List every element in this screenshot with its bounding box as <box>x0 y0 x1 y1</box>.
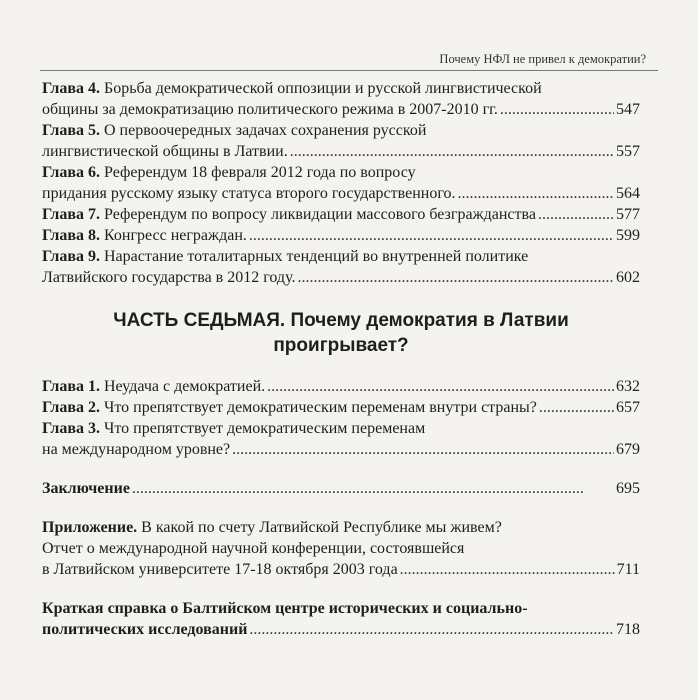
page-number: 679 <box>616 441 640 458</box>
table-of-contents <box>42 78 640 640</box>
page-number: 718 <box>616 621 640 638</box>
chapter-label: Глава 4. <box>42 80 100 97</box>
toc-entry <box>42 246 640 288</box>
part-heading-line: проигрывает? <box>273 335 409 356</box>
chapter-title: Что препятствует демократическим переменам внутри страны? <box>104 399 537 416</box>
page-number: 564 <box>616 185 640 202</box>
toc-entry-conclusion <box>42 478 640 499</box>
leader-dots <box>267 376 614 397</box>
part-heading-line: ЧАСТЬ СЕДЬМАЯ. Почему демократия в Латвии <box>113 310 569 331</box>
leader-dots <box>232 439 614 460</box>
part-heading <box>42 308 640 358</box>
chapter-title: на международном уровне? <box>42 441 231 458</box>
page-number: 602 <box>616 269 640 286</box>
toc-entry <box>42 78 640 120</box>
chapter-label: Глава 8. <box>42 227 100 244</box>
chapter-label: Глава 7. <box>42 206 100 223</box>
chapter-label: Глава 2. <box>42 399 100 416</box>
page-number: 577 <box>616 206 640 223</box>
chapter-title: Конгресс неграждан. <box>104 227 247 244</box>
chapter-title: Что препятствует демократическим переменам <box>104 420 426 437</box>
section-label: Приложение. <box>42 519 138 536</box>
leader-dots <box>500 99 614 120</box>
chapter-title: придания русскому языку статуса второго государственного. <box>42 185 456 202</box>
section-title: в Латвийском университете 17-18 октября 2003 года <box>42 561 398 578</box>
toc-entry <box>42 376 640 397</box>
chapter-title: общины за демократизацию политического режима в 2007-2010 гг. <box>42 101 498 118</box>
page-number: 599 <box>616 227 640 244</box>
leader-dots <box>400 559 615 580</box>
leader-dots <box>290 141 614 162</box>
chapter-title: Латвийского государства в 2012 году. <box>42 269 296 286</box>
section-title: политических исследований <box>42 621 248 638</box>
chapter-title: лингвистической общины в Латвии. <box>42 143 288 160</box>
section-title: Краткая справка о Балтийском центре исторических и социально- <box>42 600 528 617</box>
toc-entry <box>42 204 640 225</box>
running-head: Почему НФЛ не привел к демократии? <box>439 52 646 66</box>
leader-dots <box>297 267 614 288</box>
leader-dots <box>458 183 615 204</box>
section-label: Заключение <box>42 480 130 497</box>
chapter-label: Глава 3. <box>42 420 100 437</box>
chapter-title: Референдум по вопросу ликвидации массового безгражданства <box>104 206 536 223</box>
page-number: 557 <box>616 143 640 160</box>
chapter-label: Глава 9. <box>42 248 100 265</box>
chapter-title: Нарастание тоталитарных тенденций во внутренней политике <box>104 248 529 265</box>
leader-dots <box>539 397 614 418</box>
chapter-label: Глава 6. <box>42 164 100 181</box>
page-number: 711 <box>616 561 640 578</box>
chapter-label: Глава 5. <box>42 122 100 139</box>
page-number: 547 <box>616 101 640 118</box>
page-number: 657 <box>616 399 640 416</box>
toc-entry <box>42 418 640 460</box>
leader-dots <box>249 225 614 246</box>
leader-dots <box>538 204 614 225</box>
toc-entry <box>42 225 640 246</box>
chapter-title: Неудача с демократией. <box>104 378 266 395</box>
toc-entry-centre <box>42 598 640 640</box>
chapter-label: Глава 1. <box>42 378 100 395</box>
toc-entry <box>42 162 640 204</box>
page-number: 695 <box>616 480 640 497</box>
section-title: В какой по счету Латвийской Республике мы живем? <box>141 519 502 536</box>
chapter-title: Референдум 18 февраля 2012 года по вопросу <box>104 164 416 181</box>
section-title: Отчет о международной научной конференции, состоявшейся <box>42 540 465 557</box>
chapter-title: Борьба демократической оппозиции и русской лингвистической <box>104 80 542 97</box>
toc-entry <box>42 120 640 162</box>
page-number: 632 <box>616 378 640 395</box>
toc-entry-appendix <box>42 517 640 580</box>
leader-dots <box>249 619 614 640</box>
leader-dots <box>132 478 614 499</box>
header-rule <box>40 70 658 71</box>
toc-entry <box>42 397 640 418</box>
chapter-title: О первоочередных задачах сохранения русской <box>104 122 427 139</box>
